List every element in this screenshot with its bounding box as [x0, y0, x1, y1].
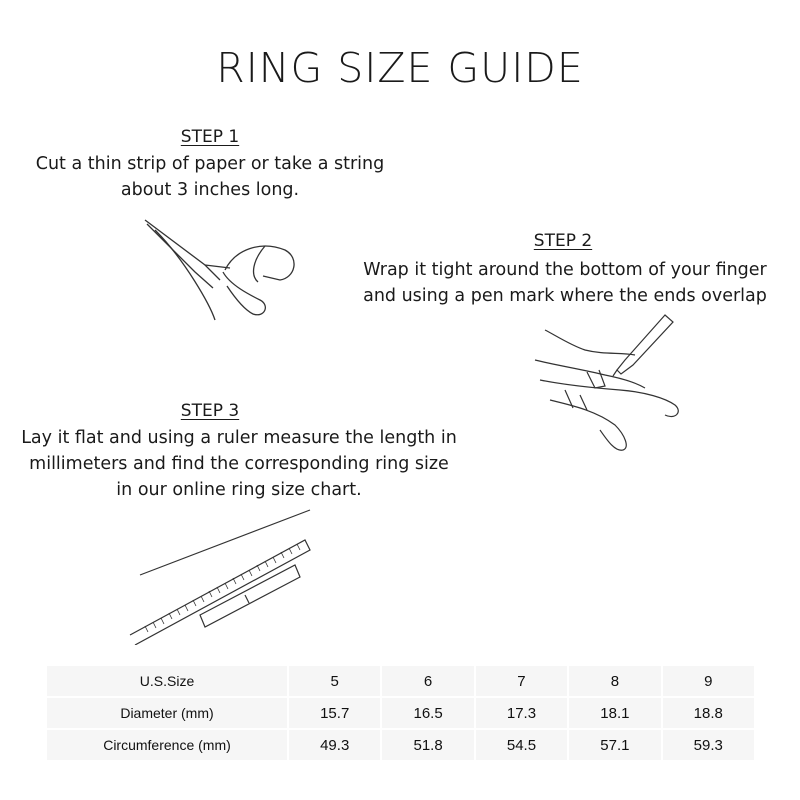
ring-size-table — [45, 664, 756, 762]
step-1-line-2: about 3 inches long. — [120, 180, 300, 200]
step-2-line-2: and using a pen mark where the ends overlap — [363, 286, 767, 306]
table-cell: 8 — [569, 666, 660, 696]
table-row — [47, 698, 754, 728]
step-2-title: STEP 2 — [533, 231, 593, 251]
table-cell: 17.3 — [476, 698, 567, 728]
step-1-line-1: Cut a thin strip of paper or take a string — [35, 154, 385, 174]
step-3-line-1: Lay it flat and using a ruler measure the length in — [21, 428, 457, 448]
table-cell: 9 — [663, 666, 754, 696]
table-cell: 5 — [289, 666, 380, 696]
table-cell: 54.5 — [476, 730, 567, 760]
table-cell: 49.3 — [289, 730, 380, 760]
table-row — [47, 730, 754, 760]
table-cell: 6 — [382, 666, 473, 696]
ruler-icon — [125, 505, 325, 645]
step-1-title: STEP 1 — [180, 127, 240, 147]
table-cell: 57.1 — [569, 730, 660, 760]
row-label: Circumference (mm) — [47, 730, 287, 760]
page-title: RING SIZE GUIDE — [216, 44, 584, 92]
step-2-line-1: Wrap it tight around the bottom of your finger — [363, 260, 767, 280]
table-cell: 18.8 — [663, 698, 754, 728]
row-label: U.S.Size — [47, 666, 287, 696]
scissors-icon — [135, 210, 315, 330]
hand-marking-finger-icon — [525, 310, 705, 460]
table-cell: 15.7 — [289, 698, 380, 728]
table-cell: 51.8 — [382, 730, 473, 760]
table-cell: 16.5 — [382, 698, 473, 728]
table-cell: 18.1 — [569, 698, 660, 728]
table-cell: 59.3 — [663, 730, 754, 760]
step-3-line-3: in our online ring size chart. — [116, 480, 362, 500]
row-label: Diameter (mm) — [47, 698, 287, 728]
table-cell: 7 — [476, 666, 567, 696]
table-row — [47, 666, 754, 696]
step-3-title: STEP 3 — [180, 401, 240, 421]
step-3-line-2: millimeters and find the corresponding ring size — [29, 454, 449, 474]
